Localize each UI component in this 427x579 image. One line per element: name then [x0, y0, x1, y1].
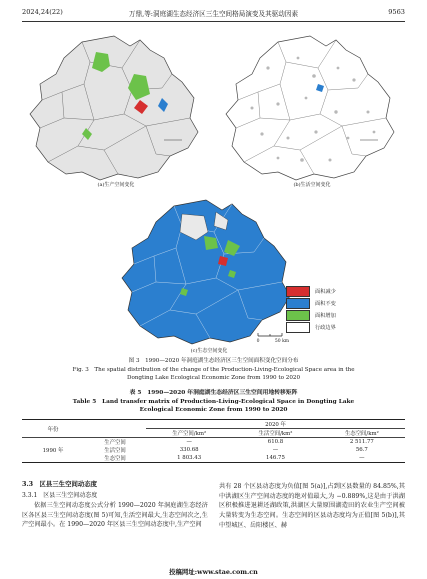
- table-row-label: 生产空间: [104, 440, 126, 446]
- scale-bar: [257, 333, 290, 344]
- table-row: [22, 438, 405, 447]
- legend-swatch-unchanged: [286, 298, 310, 309]
- legend-label-unchanged: 面积不变: [315, 300, 336, 307]
- legend-swatch-decrease: [286, 286, 310, 297]
- map-ecological-change: [116, 192, 302, 354]
- table-col-header: 生产空间/km²: [172, 431, 207, 437]
- table-cell: 610.8: [267, 439, 284, 445]
- legend-label-boundary: 行政边界: [315, 324, 336, 331]
- section-heading: 3.3 区县三生空间动态度: [22, 480, 98, 488]
- figure-caption-en-1: Fig. 3 The spatial distribution of the change of the Production-Living-Ecological Space area in the: [72, 366, 355, 373]
- table-header-year: 年份: [47, 426, 59, 433]
- table-title-cn: 表 5 1990—2020 年洞庭湖生态经济区三生空间用地转移矩阵: [129, 390, 298, 396]
- table-cell: —: [186, 439, 192, 445]
- subsection-heading: 3.3.1 区县三生空间动态度: [22, 492, 98, 499]
- scale-label-0: 0: [256, 339, 260, 344]
- legend-label-decrease: 面积减少: [315, 288, 336, 295]
- table-header-2020: 2020 年: [146, 420, 405, 429]
- running-header: [22, 8, 405, 20]
- body-paragraph-left: 依据三生空间动态度公式分析 1990—2020 年洞庭湖生态经济区各区县三生空间动态度(图 5)可知,生活空间最大,生态空间次之,生产空间最小。在 1990—2020 年区县三生空间动态度中,生产空间: [22, 502, 208, 529]
- legend-unchanged: [286, 297, 336, 309]
- header-volume: 2024,24(22): [22, 8, 63, 16]
- header-page-number: 9563: [388, 8, 405, 16]
- table-cell: 146.75: [266, 455, 285, 461]
- header-rule: [22, 21, 405, 22]
- page-footer: 投稿网址:www.stae.com.cn: [169, 568, 258, 576]
- table-row-label: 生态空间: [104, 456, 126, 462]
- map-living-change: [218, 28, 406, 188]
- table-col-header: 生活空间/km²: [258, 431, 293, 437]
- table-cell: 1 803.43: [177, 455, 202, 461]
- table-cell: 2 511.77: [349, 439, 374, 445]
- legend-swatch-boundary: [286, 322, 310, 333]
- scale-label-1: 50 km: [274, 339, 290, 344]
- land-transfer-table: [22, 419, 405, 463]
- figure-caption: [22, 357, 405, 383]
- table-cell: 330.68: [179, 447, 199, 453]
- legend-boundary: [286, 321, 336, 333]
- figure-caption-en-2: Dongting Lake Ecological Economic Zone from 1990 to 2020: [126, 375, 301, 381]
- table-title-en-2: Ecological Economic Zone from 1990 to 2020: [139, 407, 288, 413]
- table-title-en-1: Table 5 Land transfer matrix of Production-Living-Ecological Space in Dongting Lake: [72, 398, 355, 405]
- table-cell: —: [359, 455, 365, 461]
- table-cell: —: [272, 447, 279, 453]
- map-a-region: [30, 36, 198, 180]
- table-cell: 56.7: [355, 447, 368, 453]
- table-row-year: 1990 年: [42, 448, 64, 454]
- legend-label-increase: 面积增加: [315, 312, 336, 319]
- map-c-region: [122, 200, 290, 344]
- header-title: 万鼎,等:洞庭湖生态经济区三生空间格局演变及其驱动因素: [128, 10, 299, 18]
- table-col-header: 生态空间/km²: [344, 431, 379, 437]
- legend-increase: [286, 309, 336, 321]
- legend-swatch-increase: [286, 310, 310, 321]
- body-paragraph-right: 共有 28 个区县动态度为负值[图 5(a)],占到区县数量的 84.85%,其中洪湖区生产空间动态度的绝对值最大,为 −0.889%,这是由于洪湖区积极推进退耕还湖政策,洪湖区大量原围湖造田的农业生产空间被大量转变为生态空间。生态空间的区县动态度均为正值[图 5(b)],其中望城区、岳阳楼区、赫: [219, 483, 405, 529]
- table-row-label: 生活空间: [104, 448, 126, 454]
- legend-decrease: [286, 285, 336, 297]
- map-legend: [286, 285, 336, 333]
- table-title: [22, 389, 405, 415]
- figure-caption-cn: 图 3 1990—2020 年洞庭湖生态经济区三生空间面积变化空间分布: [128, 358, 299, 364]
- map-production-change: [22, 28, 210, 188]
- map-a-caption: (a)生产空间变化: [97, 182, 135, 188]
- map-b-caption: (b)生活空间变化: [293, 182, 331, 188]
- map-c-caption: (c)生态空间变化: [190, 348, 228, 354]
